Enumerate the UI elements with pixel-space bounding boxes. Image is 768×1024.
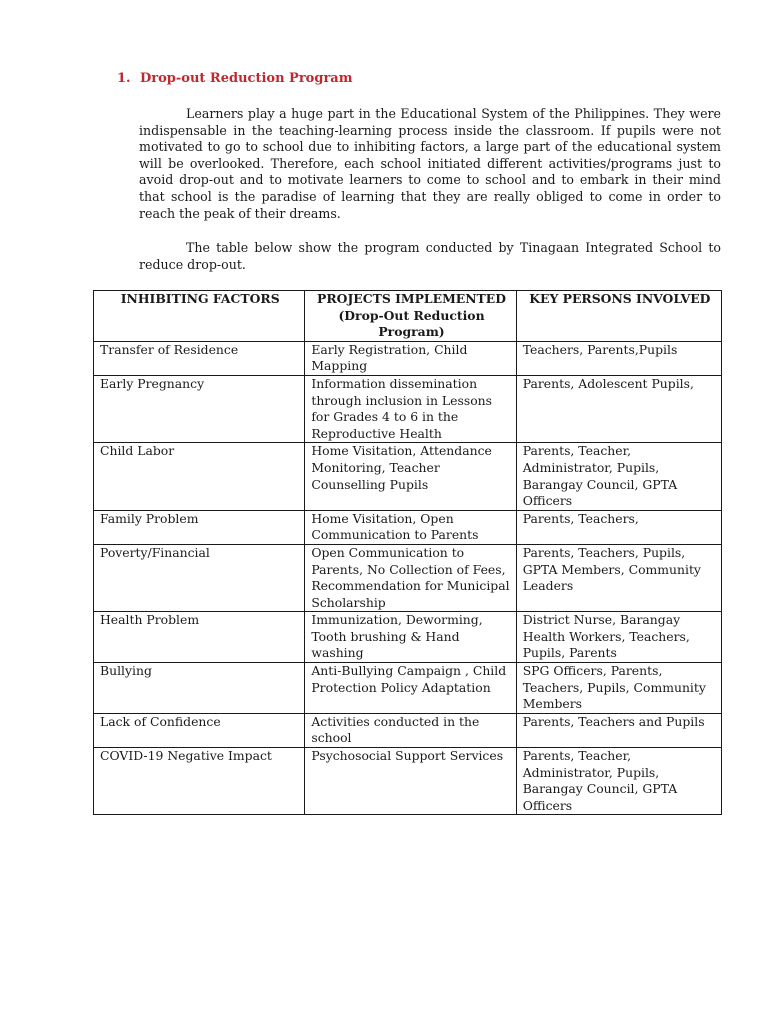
- inhibiting-factor-cell: Child Labor: [94, 443, 305, 510]
- key-persons-cell: Parents, Teachers and Pupils: [516, 713, 721, 747]
- project-cell: Activities conducted in the school: [305, 713, 516, 747]
- section-heading: [117, 71, 352, 86]
- table-header-row: [94, 291, 722, 342]
- table-row: [94, 510, 722, 544]
- inhibiting-factor-cell: Health Problem: [94, 612, 305, 663]
- key-persons-cell: Parents, Teachers, Pupils, GPTA Members, Community Leaders: [516, 544, 721, 611]
- inhibiting-factor-cell: Lack of Confidence: [94, 713, 305, 747]
- table-row: [94, 375, 722, 442]
- key-persons-cell: Parents, Teacher, Administrator, Pupils, Barangay Council, GPTA Officers: [516, 443, 721, 510]
- table-row: [94, 544, 722, 611]
- inhibiting-factor-cell: Early Pregnancy: [94, 375, 305, 442]
- table-row: [94, 341, 722, 375]
- header-inhibiting-factors: INHIBITING FACTORS: [94, 291, 305, 342]
- inhibiting-factor-cell: Bullying: [94, 663, 305, 714]
- project-cell: Home Visitation, Open Communication to Parents: [305, 510, 516, 544]
- key-persons-cell: Teachers, Parents,Pupils: [516, 341, 721, 375]
- table-row: [94, 612, 722, 663]
- project-cell: Information dissemination through inclusion in Lessons for Grades 4 to 6 in the Reproductive Health: [305, 375, 516, 442]
- table-row: [94, 713, 722, 747]
- key-persons-cell: SPG Officers, Parents, Teachers, Pupils, Community Members: [516, 663, 721, 714]
- intro-paragraph: Learners play a huge part in the Educational System of the Philippines. They were indispensable in the teaching-learning process inside the classroom. If pupils were not motivated to go to school due to inhibiting factors, a large part of the educational system will be overlooked. Therefore, each school initiated different activities/programs just to avoid drop-out and to motivate learners to come to school and to embark in their mind that school is the paradise of learning that they are really obliged to come in order to reach the peak of their dreams.: [139, 106, 721, 221]
- table-row: [94, 663, 722, 714]
- table-row: [94, 748, 722, 815]
- key-persons-cell: District Nurse, Barangay Health Workers, Teachers, Pupils, Parents: [516, 612, 721, 663]
- header-projects-line1: PROJECTS IMPLEMENTED: [317, 291, 506, 306]
- key-persons-cell: Parents, Teacher, Administrator, Pupils, Barangay Council, GPTA Officers: [516, 748, 721, 815]
- project-cell: Psychosocial Support Services: [305, 748, 516, 815]
- header-key-persons: KEY PERSONS INVOLVED: [516, 291, 721, 342]
- inhibiting-factor-cell: COVID-19 Negative Impact: [94, 748, 305, 815]
- section-title: Drop-out Reduction Program: [140, 71, 353, 86]
- project-cell: Immunization, Deworming, Tooth brushing & Hand washing: [305, 612, 516, 663]
- project-cell: Home Visitation, Attendance Monitoring, Teacher Counselling Pupils: [305, 443, 516, 510]
- project-cell: Anti-Bullying Campaign , Child Protection Policy Adaptation: [305, 663, 516, 714]
- project-cell: Open Communication to Parents, No Collection of Fees, Recommendation for Municipal Scholarship: [305, 544, 516, 611]
- inhibiting-factor-cell: Poverty/Financial: [94, 544, 305, 611]
- dropout-factors-table: [93, 290, 722, 815]
- header-projects-line2: (Drop-Out Reduction Program): [338, 307, 485, 340]
- section-number: 1.: [117, 71, 131, 86]
- table-row: [94, 443, 722, 510]
- key-persons-cell: Parents, Adolescent Pupils,: [516, 375, 721, 442]
- header-projects-implemented: [305, 291, 516, 342]
- inhibiting-factor-cell: Transfer of Residence: [94, 341, 305, 375]
- table-intro-paragraph: The table below show the program conducted by Tinagaan Integrated School to reduce drop-out.: [139, 240, 721, 272]
- project-cell: Early Registration, Child Mapping: [305, 341, 516, 375]
- table-body: [94, 341, 722, 815]
- inhibiting-factor-cell: Family Problem: [94, 510, 305, 544]
- key-persons-cell: Parents, Teachers,: [516, 510, 721, 544]
